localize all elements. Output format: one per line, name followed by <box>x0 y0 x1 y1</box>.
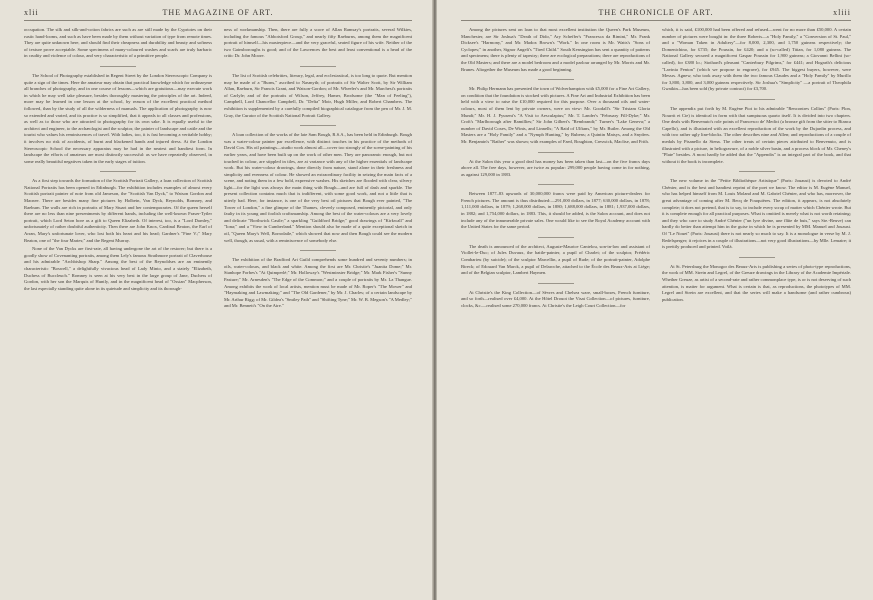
separator-rule <box>300 125 336 126</box>
paragraph: The new volume in the "Petite Bibliothèque Artistique" (Paris: Jouaust) is devoted to André Chénier, and is the best and handiest reprint of the poet we know. The editor is M. Eugène Manuel, who has helped himself from M. Louis Moland and M. Gabriel Chénier, and who has, moreover, the great advantage of coming after M. Becq de Fouquières. The edition, it appears, is not absolutely complete; it does not pretend, that is to say, to include every scrap of matter which Chénier wrote. But it is complete enough for all practical purposes. What is omitted is merely what is not worth retaining; and they who care to study André Chénier ("un lyre divine, une flûte de buis," says Ste.-Beuve) can hardly do better than attempt him in the guise in which he is presented by MM. Manuel and Jouaust. Of "Le Nouet" (Paris: Jouaust) there is not nearly so much to say. It is a monologue in verse by M. J. Redelsperger; it rejoices in a couple of illustrations—not very good illustrations—by Mlle. Lemaire; it is prettily produced and printed. Voilà. <box>662 178 851 250</box>
separator-rule <box>739 99 775 100</box>
paragraph: The death is announced of the architect, Auguste-Maurice Cantelou, son-in-law and assistant of Viollet-le-Duc; of Jules Duvaux, the battle-painter, a pupil of Charlet; of the sculptor, Frédéric Combarieu (by suicide); of the sculptor Marcellin, a pupil of Rude; of the portrait-painter, Adolphe Bireck; of Edouard Van Marck, a pupil of Delaroche, attached to the École des Beaux-Arts at Liège; and of the Belgian sculptor, Lambert Haymen. <box>461 243 650 276</box>
right-column-1 <box>461 27 650 312</box>
paragraph: The list of Scottish celebrities, literary, legal, and ecclesiastical, is too long to quote. But mention may be made of a "Burns," ascribed to Nasmyth; of portraits of Sir Walter Scott, by Sir William Allan, Raeburn, Sir Francis Grant, and Watson-Gordon; of Mr. Wheeler's and Mr. Marchesi's portraits of Carlyle; and of the portraits of Wilson, Jeffrey, Hamer, Brodsome (the "Man of Feeling"), Campbell, Lord Chancellor Campbell, Dr. "Delta" Moir, Hugh Miller, and Robert Chambers. The exhibition is supplemented by a carefully compiled biographical catalogue from the pen of Mr. J. M. Gray, the Curator of the Scottish National Portrait Gallery. <box>224 72 412 118</box>
paragraph: At Christie's the King Collection—of Sèvres and Chelsea ware, small-boxes, French furniture, and so forth—realised over £4,000. At the Hôtel Drouot the Visat Collection—of pictures, furniture, clocks, &c.—realised some 270,000 francs. At Christie's the Leigh Court Collection—for <box>461 289 650 308</box>
separator-rule <box>538 184 574 185</box>
left-running-head: THE MAGAZINE OF ART. <box>162 8 274 17</box>
right-folio: xliii <box>833 8 851 17</box>
right-column-2 <box>662 27 851 312</box>
separator-rule <box>100 171 136 172</box>
paragraph: A loan collection of the works of the late Sam Bough, R.S.A., has been held in Edinburgh. Bough was a water-colour painter par excellence, with distinct touches in his practice of the methods of David Cox. His oil paintings—studio work almost all—cover too strongly of the scene-painting of his earlier years, and have been built up on the work of other men. They are panoramic enough, but not touched in colour, are stippled in tiles, are at variance with any of the higher essentials of landscape work. But his water-colour drawings, done directly from nature, stand alone in their freshness and simplicity and evenness of colour. He showed an extraordinary facility in seizing the main facts of a scene, and noting them in a few bold, expressive washes. His sketches are flooded with clear, silvery light—for the light was always the main thing with Bough—and are full of dash and sparkle. The present collection contains much that is indifferent, with some good work, and not a little that is utterly bad. Here, for instance, is one of the very best oil pictures that Bough ever painted, "The Tower of London," a fine glimpse of the Thames, cleverly composed, eminently pictorial, and only faulty in its young and foolish craftsmanship. Among the best of the water-colours are a very lovely and delicate "Borthwick Castle;" a sparkling "Guildford Bridge;" good drawings of "Kirkwall" and "Iona;" and a "View in Cumberland." Mention should also be made of a quite exceptional sketch in oil, "Queen Mary's Well, Borrodaile," which showed that now and then Bough could see the modern well, though, as usual, with a reminiscence of somebody else. <box>224 132 412 243</box>
paragraph: Among the pictures sent on loan to that most excellent institution the Queen's Park Museum, Manchester, are Sir Joshua's "Death of Dido," Ary Scheffer's "Francesca da Rimini," Mr. Frank Dicksee's "Harmony," and Mr. Madox Brown's "Work." In one room is Mr. Watts's "Sons of Cyclopes;" in another, Signor Angeli's "Tired Child." South Kensington has sent a quantity of patterns and specimens; there is plenty of tapestry; there are ecological preparations; there are reproductions of the Old Masters; and there are a model bedroom and a model parlour arranged by Mr. Morris and Mr. Brunes. Altogether the Museum has made a good beginning. <box>461 27 650 72</box>
paragraph: ness of workmanship. Then, there are fully a score of Allan Ramsay's portraits, several Wilkies, including the famous "Abbotsford Group," and nearly fifty Raeburns, among them the magnificent portrait of himself—his masterpiece—and the very graceful, seated figure of his wife. Neither of the two Gainsboroughs is good; and of the Lawrences the best and least conventional is a head of the critic Dr. John Moore. <box>224 27 412 59</box>
right-running-head: THE CHRONICLE OF ART. <box>598 8 714 17</box>
left-folio: xlii <box>24 8 39 17</box>
paragraph: None of the Van Dycks are first-rate, all having undergone the art of the restorer; but there is a goodly show of Covenanting portraits, among them Lely's famous Strathmore portrait of Claverhouse and his admirable "Archbishop Sharp." Among the best of the Reynoldses are an eminently characteristic "Boswell," a delightfully vivacious head of Lady Minto, and a stately "Elizabeth, Duchess of Buccleuch." Romney is seen at his very best in the large group of Jane, Duchess of Gordon, with her son the Marquis of Huntly, and in the magnificent head of "Ossian" Macpherson, the last especially standing quite alone in its quietude and simplicity and its thorough- <box>24 246 212 291</box>
separator-rule <box>739 257 775 258</box>
right-page <box>437 0 873 600</box>
separator-rule <box>538 79 574 80</box>
paragraph: Mr. Philip Hermann has presented the town of Wolverhampton with £5,000 for a Fine Art Gallery, on condition that the foundation is stocked with pictures. A Fine Art and Industrial Exhibition has been held with a view to raise the £10,000 required for this purpose. Over a thousand oils and water-colours, most of them lent by private owners, were on view: Mr. Goodall's "Sir Tristam Gloria Mundi;" Mr. H. J. Pyusent's "A Visit to Aesculapius;" Mr. T. Lander's "February Fill-Dyke;" Mr. Croft's "Marlborough after Ramillies;" Sir John Gilbert's "Rembrandt;" Turner's "Lake Geneva;" a number of David Coxes, De Wints, and Linnells; "A Raid of Ulfians," by Mr. Butler. Among the Old Masters are a "Holy Family" and a "Nymph Hunting," by Rubens; a Quintin Matsys, and a Snyders. Mr. Benjamin's "Rather" was shown; with examples of Faed, Boughton, Creswick, Maclise, and Frith. <box>461 86 650 144</box>
left-columns <box>24 27 412 312</box>
left-page <box>0 0 432 600</box>
left-running-header <box>24 4 412 21</box>
separator-rule <box>538 283 574 284</box>
left-column-2 <box>224 27 412 312</box>
paragraph: At the Salon this year a good deal has money has been taken than last—on the five francs days above all. The free days, however, are twice as popular: 299,000 people having come in for nothing, as against 129,000 in 1883. <box>461 158 650 177</box>
separator-rule <box>538 237 574 238</box>
separator-rule <box>538 152 574 153</box>
paragraph: As a first step towards the formation of the Scottish Portrait Gallery, a loan collection of Scottish National Portraits has been opened in Edinburgh. The exhibition includes examples of almost every Scottish portrait painter of note from old Jameson, the "Scottish Van Dyck," to Watson Gordon and Macnee. There are besides many fine pictures by Holbein, Van Dyck, Reynolds, Romney, and Raeburn. The walls are rich in portraits of Mary Stuart and her contemporaries. Of the queen herself there are no less than nine presentments by different hands, including the well-known Fraser-Tytler portrait, which Lord Seton bore as a gift to Queen Elizabeth. Of interest, too, is a "Lord Darnley," unfortunately of rather doubtful authenticity. Then there are John Knox, Cardinal Beaton, the Earl of Arran, Mary's unfortunate lover, who lost both his heart and his head; Gardner's "Fine V.;" Mary Beaton, one of "the four Maries;" and the Regent Murray. <box>24 178 212 243</box>
paragraph: At St. Petersburg the Monogor des Beaux-Arts is publishing a series of photo-type reproductions, the work of MM. Strein and Legrel, of the Greuze drawings in the Library of the Academie Impériale. Whether Greuze, as artist of a second-rate and rather commonplace type, is or is not deserving of such attention, is matter for argument. What is certain is that, as reproductions, the phototypes of MM. Legrel and Strein are excellent, and that the series will make a handsome (and rather cumbrous) publication. <box>662 263 851 302</box>
right-columns <box>461 27 851 312</box>
paragraph: Between 1877–83 upwards of 30,000,000 francs were paid by American picture-dealers for French pictures. The amount is thus distributed:—291,000 dollars, in 1877; 630,000 dollars, in 1878; 1,111,000 dollars, in 1879; 1,268,000 dollars, in 1880; 1,688,000 dollars, in 1881; 1,937,000 dollars, in 1882; and 1,754,000 dollars, in 1883. This, it should be added, is the Salon account, and does not include any of the innumerable private sales. One would like to see the Royal Academy account with the United States for the same period. <box>461 191 650 230</box>
separator-rule <box>300 250 336 251</box>
paragraph: The School of Photography established in Regent Street by the London Stereoscopic Company is quite a sign of the times. Here the amateur may obtain that practical knowledge which for ordinaryme all branches of photography, and in one course of lessons—which are gratuitous—may execute work in which he may well take pleasure, besides thoroughly mastering the principles of the art. Indeed, more may be learned in one lesson at the school, by reason of the excellent practical method followed, than by the study of all the wilderness of manuals. The application of photography is now so extended and varied, and its practice is so simplified, that it appeals to all classes and professions, as well as to those who are attracted to photography for its own sake. It is equally useful to the architect and engineer, to the archæologist and the sculptor, the painter of landscape and cattle and the tourist who values his reminiscences of travel. With ladies, too, it is fast becoming a veritable hobby; it involves no risk of accidents, of burnt and blackened hands and injured dress. At the London Stereoscopic School the necessary apparatus may be had in the neatest and handiest form. In landscape the efforts of amateurs are most distinctly successful: as we have repeatedly observed, in some really beautiful negatives taken in the early stages of tuition. <box>24 72 212 164</box>
paragraph: The appendix put forth by M. Eugène Piot to his admirable "Rencontres Collins" (Paris: Plon, Nourrit et Cie) is identical in form with that sumptuous quarto itself. It is divided into two chapters. One deals with Benvenuto's role points of Francesco de' Medici (a bronze gift from the sitter to Bianca Capello), and is illustrated with an excellent reproduction of the work by the Dujardin process, and with two rather ugly line-blocks. The other describes nine and Allen; and reproductions of a couple of medals by Pisanello da Siena. The other treats of certain pieces attributed to Benvenuto, and is illustrated with a picture, in heliogravure, of a noble silver basin, and a process block of Mr. Cheney's "Plate" besides. A most hardly be added that the "Appendix" is an integral part of the book, and that without it the book is incomplete. <box>662 105 851 164</box>
paragraph: occupation. The silk and silk-and-cotton fabrics are such as are still made by the Cypriotes on their rustic hand-looms, and such as have been made by them without variation of type from remote times. They are quite unknown here, and should find their cheapness and durability and beauty and softness of texture prove acceptable. Some specimens of many-coloured washes and scarfs are truly barbaric in crudity and violence of colour, and very characteristic of a primitive people. <box>24 27 212 59</box>
separator-rule <box>300 66 336 67</box>
left-column-1 <box>24 27 212 312</box>
paragraph: which, it is said, £100,000 had been offered and refused—went for no more than £50,000. A certain number of pictures were bought in: the three Roberts—a "Holy Family," a "Conversion of St. Paul," and a "Woman Taken in Adultery"—for 8,000, 2,300, and 1,750 guineas respectively; the Domenichino, for £735; the Poussin, for £420; and a (so-called) Titian, for 1,080 guineas. The National Gallery secured a magnificent Gaspar Poussin for 1,900 guineas; a Giovanni Bellini (so-called), for £380 lo.; Stothard's pleasant "Canterbury Pilgrims," for £441; and Hogarth's delicious "Lavinia Fenton" (which we propose to engrave), for £945. The biggest buyers, however, were Messrs. Agnew, who took away with them the two famous Claudes and a "Holy Family" by Murillo for 3,800, 3,800, and 3,000 guineas respectively. Sir Joshua's "Simplicity" —a portrait of Theophila Gwatkin—has been sold (by private contract) for £3,700. <box>662 27 851 92</box>
separator-rule <box>739 171 775 172</box>
right-running-header <box>461 4 851 21</box>
paragraph: The exhibition of the Bradford Art Guild comprehends some hundred and seventy numbers; in oils, water-colours, and black and white. Among the first are Mr. Christie's "Juanita Dome;" Mr. Stanhope Forbes's "At Quimperlé;" Mr. Holloway's "Westminster Bridge;" Mr. Mark Fisher's "Sunny Pasture;" Mr. Arnesden's "The Edge of the Common;" and a couple of portraits by Mr. La Thangue. Among exhibits the work of local artists, mention must be made of Mr. Roper's "The Mower" and "Haymaking and Lawmaking;" and "The Old Gardener," by Mr. J. Charles; of a certain landscape by Mr. Arthur Rigg; of Mr. Gildea's "Smiley Path" and "Shifting Tyne;" Mr. W. B. Megson's "A Medley;" and Mr. Bennett's "On the Aire." <box>224 257 412 309</box>
separator-rule <box>100 66 136 67</box>
